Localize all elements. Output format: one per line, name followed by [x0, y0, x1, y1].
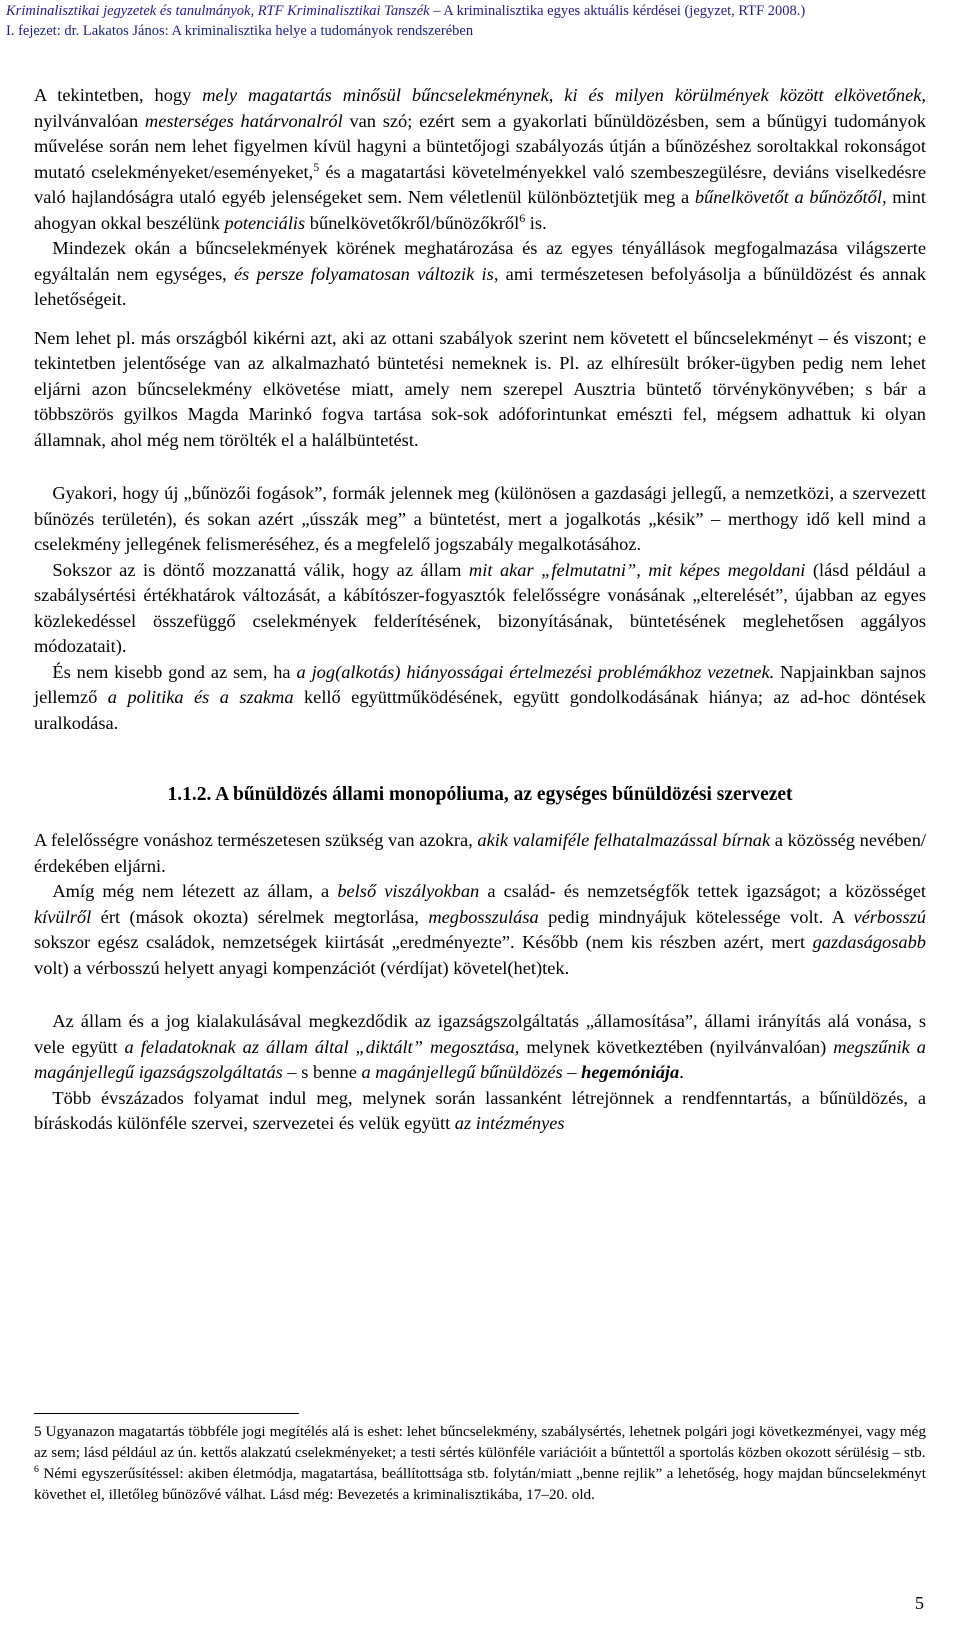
emphasis: bűnelkövetőt a bűnözőtől,	[694, 187, 887, 207]
emphasis: vérbosszú	[853, 906, 926, 927]
footnote-5: 5 Ugyanazon magatartás többféle jogi megítélés alá is eshet: lehet bűncselekmény, szabálysértés, lehetnek polgári jogi következményei, vagy még az sem; lásd például az ún. kettős alakzatú cselekményeket; a testi sértés különféle variációit a bűntettől a sportolás közben okozott sérülésig – stb.	[34, 1423, 926, 1461]
main-text	[34, 83, 926, 1137]
emphasis: belső viszályokban	[337, 881, 480, 901]
text-run: .	[679, 1062, 684, 1082]
section-heading: 1.1.2. A bűnüldözés állami monopóliuma, az egységes bűnüldözési szervezet	[167, 784, 793, 805]
emphasis: gazdaságosabb	[812, 932, 926, 952]
text-run: kellő együttműködésének, együtt gondolkodásának hiánya; az ad-hoc döntések uralkodása.	[34, 687, 926, 733]
text-run: ami természetesen befolyásolja a bűnüldözést és annak lehetőségeit.	[34, 263, 926, 309]
text-run: a család- és nemzetségfők tettek igazságot; a közösséget	[479, 881, 926, 901]
text-run: mint ahogyan okkal beszélünk	[34, 187, 926, 233]
running-header	[6, 1, 956, 41]
text-run: ért (mások okozta) sérelmek megtorlása,	[91, 906, 429, 927]
paragraph	[34, 828, 926, 879]
text-run: nyilvánvalóan	[34, 110, 145, 131]
text-run: A felelősségre vonáshoz természetesen szükség van azokra,	[34, 830, 478, 850]
paragraph	[34, 83, 926, 236]
emphasis: megszűnik a magánjellegű igazságszolgáltatás	[34, 1036, 926, 1082]
emphasis: akik valamiféle felhatalmazással bírnak	[477, 830, 771, 850]
header-series-title: Kriminalisztikai jegyzetek és tanulmányok, RTF Kriminalisztikai Tanszék	[6, 3, 430, 19]
emphasis: potenciális	[224, 212, 306, 233]
text-run: (lásd például a szabálysértési értékhatárok változását, a kábítószer-fogyasztók felelősségre vonásának „elterelését”, újabban az egyes közlekedéssel összefüggő cselekmények felderítésének, bizonyításának, büntetésének meglehetősen aggályos módozatait).	[34, 559, 926, 656]
header-line-2: I. fejezet: dr. Lakatos János: A kriminalisztika helye a tudományok rendszerében	[6, 23, 474, 39]
footnote-divider	[34, 1413, 299, 1414]
text-run: sokszor egész családok, nemzetségek kiirtását „eredményezte”. Később (nem kis részben azért, mert	[34, 932, 813, 952]
page-number: 5	[915, 1593, 924, 1613]
text-run: van szó; ezért sem a gyakorlati bűnüldözésben, sem a bűnügyi tudományok művelése során nem lehet figyelmen kívül hagyni a büntetőjogi szabályozás útján a bűnözéshez soroltakkal rokonságot mutató cselekményeket/eseményeket,	[34, 110, 926, 182]
text-run: pedig mindnyájuk kötelessége volt. A	[538, 906, 854, 927]
emphasis: mesterséges határvonalról	[144, 110, 343, 131]
paragraph: Nem lehet pl. más országból kikérni azt, aki az ottani szabályok szerint nem követett el bűncselekményt – és viszont; e tekintetben jelentősége van az alkalmazható büntetési nemeknek is. Pl. az elhíresült bróker-ügyben pedig nem lehet eljárni azon bűncselekmény elkövetése miatt, amely nem szerepel Ausztria büntető törvénykönyvében; s bár a többszörös gyilkos Magda Marinkó fogva tartása sok-sok adóforintunkat emészti fel, mégsem adhattuk ki olyan államnak, ahol még nem törölték el a halálbüntetést.	[34, 327, 926, 450]
footnotes	[34, 1421, 926, 1505]
emphasis: megbosszulása	[428, 906, 539, 927]
emphasis: a jog(alkotás) hiányosságai értelmezési problémákhoz vezetnek.	[296, 661, 775, 682]
paragraph	[34, 1009, 926, 1086]
text-run: És nem kisebb gond az sem, ha	[52, 661, 297, 682]
emphasis: a magánjellegű bűnüldözés –	[361, 1062, 582, 1082]
text-run: a közösség nevében/érdekében eljárni.	[34, 830, 926, 876]
emphasis: kívülről	[34, 906, 92, 927]
text-run: – s benne	[282, 1062, 362, 1082]
paragraph	[34, 660, 926, 737]
paragraph	[34, 558, 926, 660]
text-run: is.	[525, 212, 547, 233]
text-run: Gyakori, hogy új „bűnözői fogások”, formák jelennek meg (különösen a gazdasági jellegű, a nemzetközi, a szervezett bűnözés területén), és sokan azért „ússzák meg” a büntetést, mert a jogalkotás „késik” – merthogy idő kell mind a cselekmény jellegének felismeréséhez, és a megfelelő jogszabály megalkotásához.	[34, 483, 926, 554]
text-run: Amíg még nem létezett az állam, a	[52, 881, 338, 901]
paragraph	[34, 1086, 926, 1137]
paragraph	[34, 236, 926, 313]
text-run: Mindezek okán a bűncselekmények körének meghatározása és az egyes tényállások megfogalmazása világszerte egyáltalán nem egységes,	[34, 238, 926, 284]
footnote-6	[34, 1463, 926, 1505]
footnote-ref-5[interactable]: 5	[313, 159, 320, 174]
footnote-number: 6	[34, 1463, 39, 1475]
text-run: Napjainkban sajnos jellemző	[34, 661, 926, 707]
text-run: melynek következtében (nyilvánvalóan)	[519, 1036, 834, 1057]
text-run: volt) a vérbosszú helyett anyagi kompenzációt (vérdíjat) követel(het)tek.	[34, 957, 570, 978]
emphasis: mely magatartás minősül bűncselekménynek, ki és milyen körülmények között elkövetőnek,	[202, 85, 927, 105]
text-run: és a magatartási követelményekkel való szembeszegülésre, deviáns viselkedésre való hajlandóságra utaló egyéb jelenségeket sem. Nem véletlenül különböztetjük meg a	[34, 161, 927, 207]
header-line-1	[6, 1, 956, 21]
header-book-title: – A kriminalisztika egyes aktuális kérdései (jegyzet, RTF 2008.)	[429, 3, 806, 19]
paragraph	[34, 481, 926, 558]
footnote-text: Némi egyszerűsítéssel: akiben életmódja, magatartása, beállítottsága stb. folytán/miatt „benne rejlik” a lehetőség, hogy majdan bűncselekményt követhet el, illetőleg bűnözővé válhat. Lásd még: Bevezetés a kriminalisztikába, 17–20. old.	[34, 1465, 926, 1503]
text-run: bűnelkövetőkről/bűnözőkről	[305, 212, 520, 233]
paragraph	[34, 879, 926, 981]
emphasis: és persze folyamatosan változik is,	[233, 263, 499, 284]
text-run: Az állam és a jog kialakulásával megkezdődik az igazságszolgáltatás „államosítása”, állami irányítás alá vonása, s vele együtt	[34, 1011, 926, 1057]
strong-emphasis: hegemóniája	[581, 1062, 680, 1082]
footnote-ref-6[interactable]: 6	[519, 210, 526, 225]
emphasis: az intézményes	[454, 1113, 565, 1133]
emphasis: mit akar „felmutatni”, mit képes megoldani	[468, 559, 806, 580]
emphasis: a feladatoknak az állam által „diktált” megosztása,	[124, 1036, 520, 1057]
text-run: Sokszor az is döntő mozzanattá válik, hogy az állam	[52, 559, 469, 580]
emphasis: a politika és a szakma	[107, 687, 294, 707]
text-run: A tekintetben, hogy	[34, 85, 203, 105]
text-run: Több évszázados folyamat indul meg, melynek során lassanként létrejönnek a rendfenntartás, a bűnüldözés, a bíráskodás különféle szervei, szervezetei és velük együtt	[34, 1087, 926, 1133]
